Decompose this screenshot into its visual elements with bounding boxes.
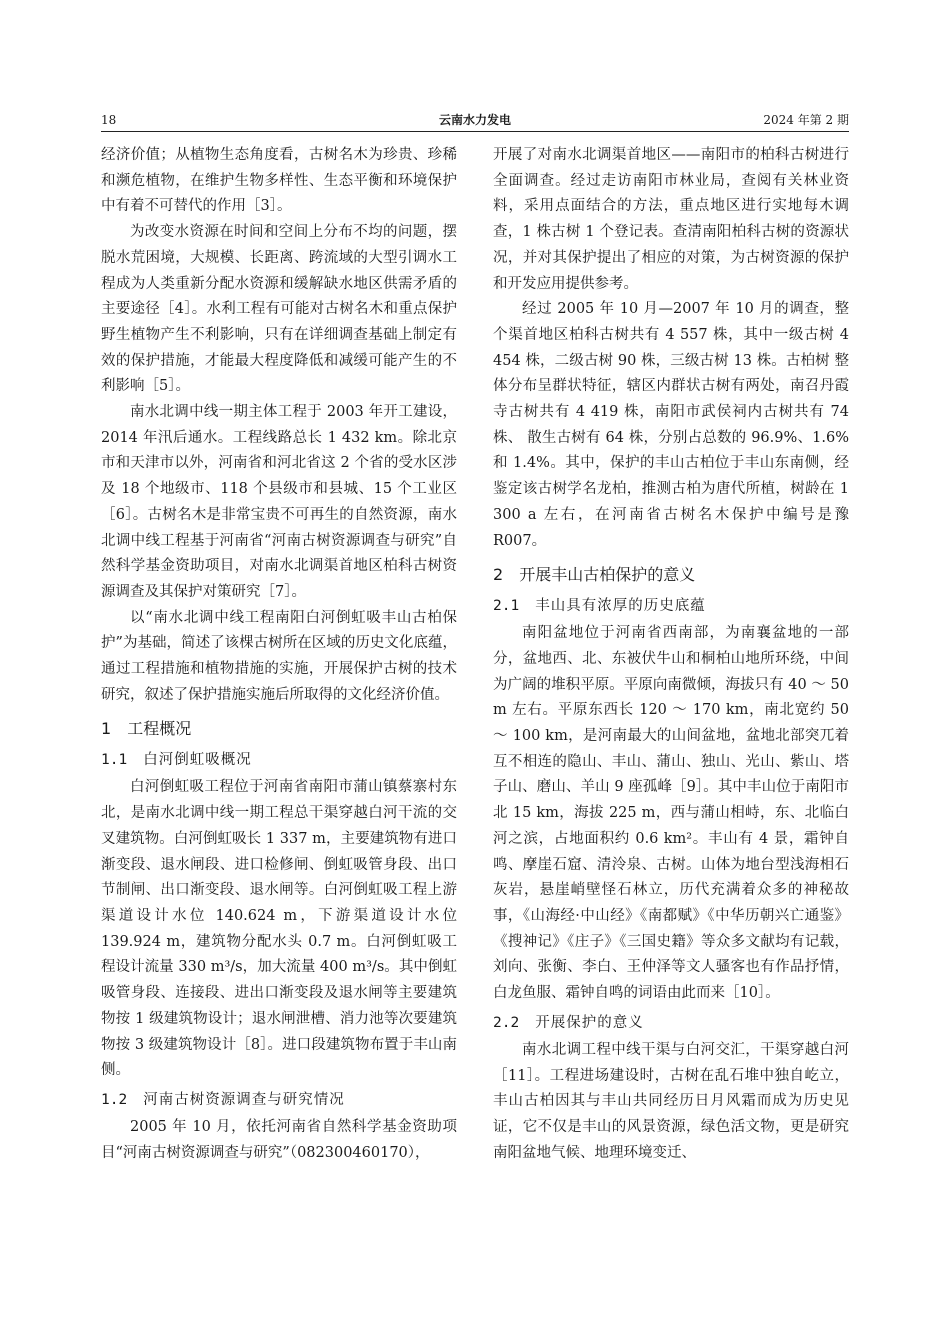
subsection-title: 白河倒虹吸概况 <box>143 752 252 769</box>
subsection-heading <box>101 1088 457 1113</box>
section-title: 工程概况 <box>127 719 192 739</box>
paragraph: 南水北调工程中线干渠与白河交汇，干渠穿越白河［11］。工程进场建设时，古树在乱石堆中独自屹立，丰山古柏因其与丰山共同经历日月风霜而成为历史见证，它不仅是丰山的风景资源，绿色活文物，更是研究南阳盆地气候、地理环境变迁、 <box>493 1041 849 1161</box>
header-divider <box>101 131 849 132</box>
paragraph: 以“南水北调中线工程南阳白河倒虹吸丰山古柏保护”为基础，简述了该棵古树所在区域的历史文化底蕴，通过工程措施和植物措施的实施，开展保护古树的技术研究，叙述了保护措施实施后所取得的文化经济价值。 <box>101 609 457 703</box>
subsection-heading <box>493 1011 849 1036</box>
paragraph: 经过 2005 年 10 月—2007 年 10 月的调查，整个渠首地区柏科古树共有 4 557 株，其中一级古树 4 454 株，二级古树 90 株，三级古树 13 株。古柏树 整体分布呈群状特征，辖区内群状古树有两处，南召丹霞寺古树共有 4 419 株，南阳市武侯祠内古树共有 74 株、 散生古树有 64 株，分别占总数的 96.9%、1.6% 和 1.4%。其中，保护的丰山古柏位于丰山东南侧，经鉴定该古树学名龙柏，推测古柏为唐代所植，树龄在 1 300 a 左右，在河南省古树名木保护中编号是豫 R007。 <box>493 301 849 549</box>
subsection-title: 丰山具有浓厚的历史底蕴 <box>535 598 706 615</box>
paragraph: 开展了对南水北调渠首地区——南阳市的柏科古树进行全面调查。经过走访南阳市林业局，查阅有关林业资料，采用点面结合的方法，重点地区进行实地每木调查，1 株古树 1 个登记表。查清南阳柏科古树的资源状况，并对其保护提出了相应的对策，为古树资源的保护和开发应用提供参考。 <box>493 147 849 292</box>
section-heading <box>101 716 457 742</box>
issue-label: 2024 年第 2 期 <box>763 113 849 127</box>
paragraph: 经济价值；从植物生态角度看，古树名木为珍贵、珍稀和濒危植物，在维护生物多样性、生态平衡和环境保护中有着不可替代的作用［3］。 <box>101 147 457 215</box>
paragraph: 为改变水资源在时间和空间上分布不均的问题，摆脱水荒困境，大规模、长距离、跨流域的大型引调水工程成为人类重新分配水资源和缓解缺水地区供需矛盾的主要途径［4］。水利工程有可能对古树名木和重点保护野生植物产生不利影响，只有在详细调查基础上制定有效的保护措施，才能最大程度降低和减缓可能产生的不利影响［5］。 <box>101 224 457 395</box>
right-column <box>493 143 849 1166</box>
subsection-number: 2.2 <box>493 1014 520 1031</box>
journal-title: 云南水力发电 <box>438 113 511 127</box>
section-title: 开展丰山古柏保护的意义 <box>519 565 696 585</box>
paragraph: 南阳盆地位于河南省西南部，为南襄盆地的一部分，盆地西、北、东被伏牛山和桐柏山地所环绕，中间为广阔的堆积平原。平原向南微倾，海拔只有 40 ～ 50 m 左右。平原东西长 120 ～ 170 km，南北宽约 50 ～ 100 km，是河南最大的山间盆地，盆地北部突兀着互不相连的隐山、丰山、蒲山、独山、光山、紫山、塔子山、磨山、羊山 9 座孤峰［9］。其中丰山位于南阳市北 15 km，海拔 225 m，西与蒲山相峙，东、北临白河之滨，占地面积约 0.6 km²。丰山有 4 景，霜钟自鸣、摩崖石窟、清泠泉、古树。山体为地台型浅海相石灰岩，悬崖峭壁怪石林立，历代充满着众多的神秘故事，《山海经·中山经》《南都赋》《中华历朝兴亡通鉴》《搜神记》《庄子》《三国史籍》等众多文献均有记载，刘向、张衡、李白、王仲泽等文人骚客也有作品抒情，白龙鱼服、霜钟自鸣的词语由此而来［10］。 <box>493 625 849 1002</box>
section-number: 1 <box>101 719 112 739</box>
page-number: 18 <box>101 113 117 127</box>
subsection-number: 2.1 <box>493 598 520 615</box>
paragraph: 白河倒虹吸工程位于河南省南阳市蒲山镇蔡寨村东北，是南水北调中线一期工程总干渠穿越白河干流的交叉建筑物。白河倒虹吸长 1 337 m，主要建筑物有进口渐变段、退水闸段、进口检修闸、倒虹吸管身段、出口节制闸、出口渐变段、退水闸等。白河倒虹吸工程上游渠道设计水位 140.624 m，下游渠道设计水位 139.924 m，建筑物分配水头 0.7 m。白河倒虹吸工程设计流量 330 m³/s，加大流量 400 m³/s。其中倒虹吸管身段、连接段、进出口渐变段及退水闸等主要建筑物按 1 级建筑物设计；退水闸泄槽、消力池等次要建筑物按 3 级建筑物设计［8］。进口段建筑物布置于丰山南侧。 <box>101 779 457 1079</box>
subsection-number: 1.2 <box>101 1091 128 1108</box>
subsection-title: 开展保护的意义 <box>535 1014 644 1031</box>
paragraph: 2005 年 10 月，依托河南省自然科学基金资助项目“河南古树资源调查与研究”（082300460170）， <box>101 1118 457 1161</box>
subsection-title: 河南古树资源调查与研究情况 <box>143 1091 345 1108</box>
section-heading <box>493 562 849 588</box>
subsection-heading <box>493 594 849 619</box>
subsection-number: 1.1 <box>101 752 128 769</box>
paragraph: 南水北调中线一期主体工程于 2003 年开工建设，2014 年汛后通水。工程线路总长 1 432 km。除北京市和天津市以外，河南省和河北省这 2 个省的受水区涉及 18 个地级市、118 个县级市和县城、15 个工业区［6］。古树名木是非常宝贵不可再生的自然资源，南水北调中线工程基于河南省“河南古树资源调查与研究”自然科学基金资助项目，对南水北调渠首地区柏科古树资源调查及其保护对策研究［7］。 <box>101 404 457 600</box>
running-header <box>101 110 849 130</box>
subsection-heading <box>101 748 457 773</box>
section-number: 2 <box>493 565 504 585</box>
left-column <box>101 143 457 1166</box>
